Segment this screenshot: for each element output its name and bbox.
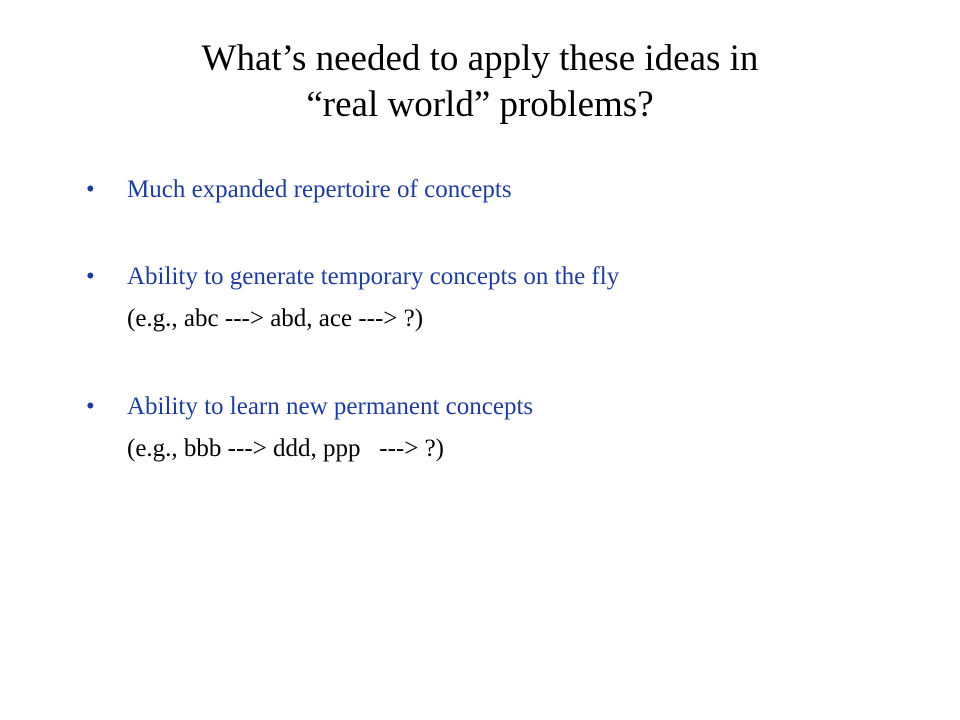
bullet-example: (e.g., bbb ---> ddd, ppp ---> ?) bbox=[127, 435, 444, 462]
bullet-marker: • bbox=[86, 263, 95, 290]
bullet-marker: • bbox=[86, 393, 95, 420]
bullet-item-2 bbox=[86, 256, 906, 340]
bullet-text: Much expanded repertoire of concepts bbox=[127, 176, 512, 203]
bullet-list bbox=[86, 169, 906, 470]
slide-title-line-1: What’s needed to apply these ideas in bbox=[201, 38, 759, 79]
slide-title bbox=[80, 36, 880, 128]
bullet-example: (e.g., abc ---> abd, ace ---> ?) bbox=[127, 305, 424, 332]
bullet-text: Ability to learn new permanent concepts bbox=[127, 393, 534, 420]
bullet-item-3 bbox=[86, 386, 906, 470]
bullet-marker: • bbox=[86, 176, 95, 203]
slide-title-line-2: “real world” problems? bbox=[306, 84, 654, 125]
bullet-item-1 bbox=[86, 169, 906, 211]
bullet-text: Ability to generate temporary concepts on the fly bbox=[127, 263, 620, 290]
